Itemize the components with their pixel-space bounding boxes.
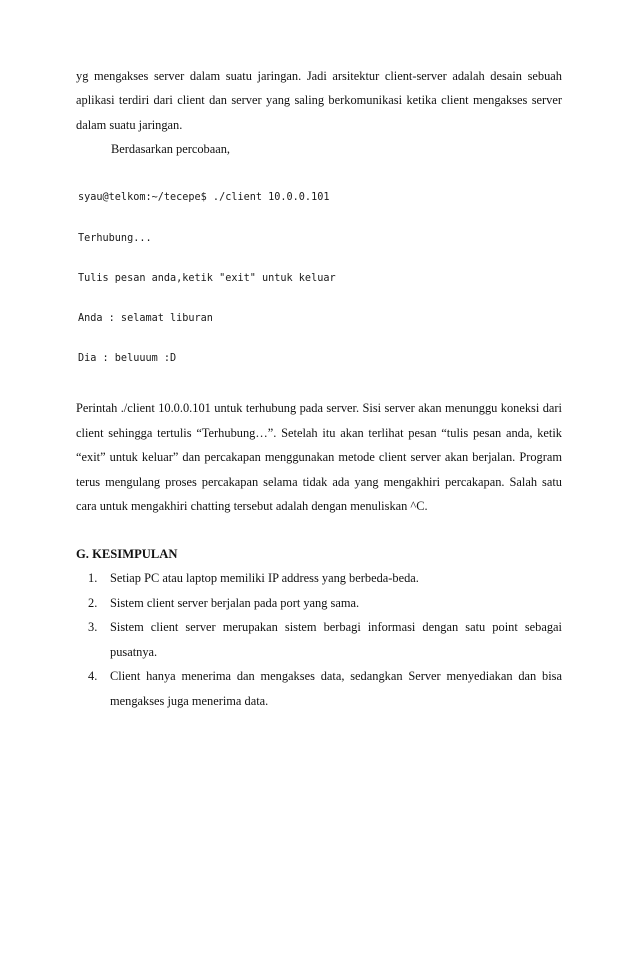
terminal-line: syau@telkom:~/tecepe$ ./client 10.0.0.101 [78, 192, 330, 204]
terminal-line: Tulis pesan anda,ketik "exit" untuk keluar [78, 272, 336, 284]
terminal-output [78, 165, 562, 393]
explanation-paragraph: Perintah ./client 10.0.0.101 untuk terhubung pada server. Sisi server akan menunggu koneksi dari client sehingga tertulis “Terhubung…”. Setelah itu akan terlihat pesan “tulis pesan anda, ketik “exit” untuk keluar” dan percakapan menggunakan metode client server akan berjalan. Program terus mengulang proses percakapan selama tidak ada yang mengakhiri percakapan. Salah satu cara untuk mengakhiri chatting tersebut adalah dengan menuliskan ^C. [76, 401, 562, 514]
section-spacer [76, 518, 562, 542]
intro-paragraph: yg mengakses server dalam suatu jaringan. Jadi arsitektur client-server adalah desain sebuah aplikasi terdiri dari client dan server yang saling berkomunikasi ketika client mengakses server dalam suatu jaringan. [76, 69, 562, 132]
list-item [76, 664, 562, 713]
list-item-number: 4. [88, 669, 98, 684]
experiment-lead-paragraph: Berdasarkan percobaan, [111, 142, 231, 157]
list-item [76, 615, 562, 664]
list-item-text: Sistem client server berjalan pada port yang sama. [110, 595, 360, 610]
list-item-text: Setiap PC atau laptop memiliki IP address yang berbeda-beda. [110, 571, 419, 586]
list-item-text: Client hanya menerima dan mengakses data, sedangkan Server menyediakan dan bisa mengakses juga menerima data. [110, 669, 562, 708]
terminal-line: Dia : beluuum :D [78, 353, 177, 365]
list-item-number: 1. [88, 571, 98, 586]
conclusion-heading: G. KESIMPULAN [76, 547, 178, 562]
list-item-number: 2. [88, 595, 98, 610]
conclusion-list [76, 566, 562, 712]
list-item-text: Sistem client server merupakan sistem berbagi informasi dengan satu point sebagai pusatnya. [110, 620, 562, 659]
document-page [76, 64, 562, 713]
terminal-line: Terhubung... [78, 232, 152, 244]
list-item [76, 566, 562, 590]
list-item [76, 591, 562, 615]
terminal-line: Anda : selamat liburan [78, 313, 213, 325]
list-item-number: 3. [88, 620, 98, 635]
